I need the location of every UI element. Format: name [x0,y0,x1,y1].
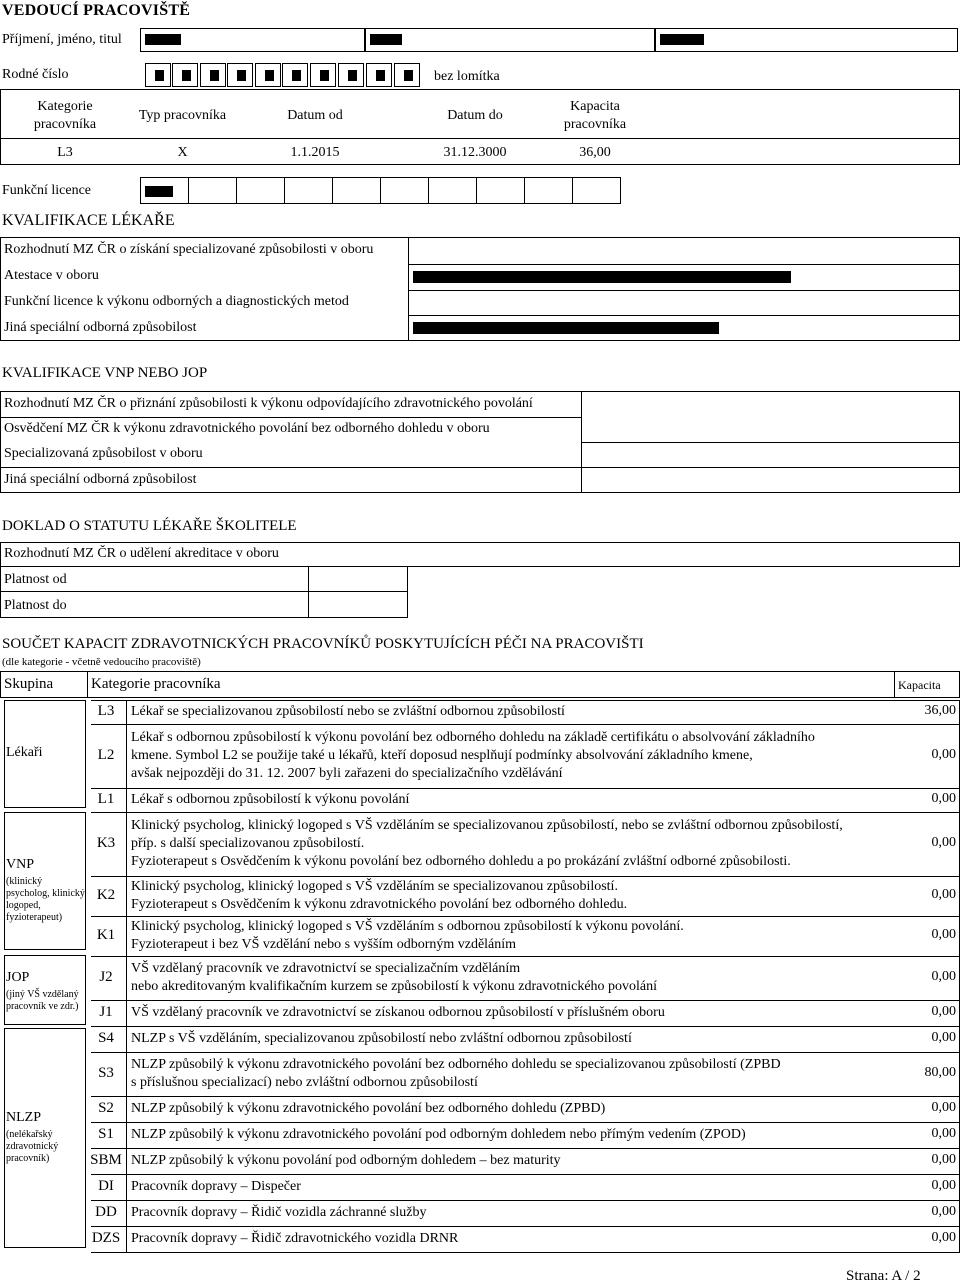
row-text-line: Lékař s odbornou způsobilostí k výkonu povolání [131,792,410,807]
group-nlzp-note: (nelékařský zdravotnický pracovník) [6,1129,59,1164]
row-text [131,703,891,721]
row-capacity: 0,00 [931,747,956,762]
th-type: Typ pracovníka [138,108,227,123]
license-digit-box[interactable] [428,177,477,204]
row-text [131,1030,891,1048]
row-text-line: Pracovník dopravy – Řidič vozidla záchranné služby [131,1205,427,1220]
name-label: Příjmení, jméno, titul [2,32,122,47]
birth-digit-box[interactable] [172,63,198,87]
group-nlzp-label: NLZP [6,1110,41,1125]
doctor-qual-row: Funkční licence k výkonu odborných a diagnostických metod [4,294,349,309]
license-digit-box[interactable] [236,177,285,204]
row-code: J2 [99,969,113,985]
row-code: DZS [91,1230,121,1246]
redaction [155,70,164,81]
row-text-line: Lékař s odbornou způsobilostí k výkonu povolání bez odborného dohledu na základě certifikátu o absolvování základního [131,730,815,745]
summary-subtitle: (dle kategorie - včetně vedoucího pracoviště) [2,656,201,668]
row-capacity: 0,00 [931,1178,956,1193]
license-digit-box[interactable] [332,177,381,204]
doctor-qual-row: Rozhodnutí MZ ČR o získání specializované způsobilosti v oboru [4,242,374,257]
redaction [182,70,191,81]
row-text [131,1126,891,1144]
birth-digit-box[interactable] [145,63,171,87]
row-code: J1 [99,1004,113,1020]
row-text [131,1230,891,1248]
license-digit-box[interactable] [380,177,429,204]
row-text-line: Klinický psycholog, klinický logoped s VŠ vzděláním se specializovanou způsobilostí, nebo se zvláštní odbornou způsobilostí, [131,818,843,833]
row-text [131,729,891,783]
redaction [265,70,274,81]
surname-field[interactable] [140,28,365,52]
birth-label: Rodné číslo [2,67,69,82]
birth-digit-box[interactable] [338,63,364,87]
th-date-to: Datum do [447,108,503,123]
row-text-line: Klinický psycholog, klinický logoped s VŠ vzděláním s odbornou způsobilostí k výkonu povolání. [131,919,684,934]
redaction [413,271,791,283]
license-digit-box[interactable] [188,177,237,204]
row-text-line: VŠ vzdělaný pracovník ve zdravotnictví se získanou odbornou způsobilostí v příslušném oboru [131,1005,665,1020]
license-digit-box[interactable] [140,177,189,204]
row-text-line: VŠ vzdělaný pracovník ve zdravotnictví se specializačním vzděláním [131,961,521,976]
td-date-from: 1.1.2015 [290,145,340,160]
td-type: X [177,145,188,160]
row-text-line: nebo akreditovaným kvalifikačním kurzem se způsobilostí k výkonu zdravotnického povolání [131,979,658,994]
row-code: L1 [97,791,115,807]
birth-digit-box[interactable] [227,63,253,87]
redaction [210,70,219,81]
row-capacity: 0,00 [931,1030,956,1045]
vnp-qual-row: Osvědčení MZ ČR k výkonu zdravotnického povolání bez odborného dohledu v oboru [4,421,490,436]
row-text [131,960,891,996]
row-code: S2 [98,1100,114,1116]
redaction [370,34,402,45]
row-code: L2 [97,747,115,763]
row-code: S1 [98,1126,114,1142]
row-text-line: s příslušnou specializací) nebo zvláštní odbornou způsobilostí [131,1075,478,1090]
section-title-doctor: KVALIFIKACE LÉKAŘE [2,212,175,229]
row-capacity: 0,00 [931,835,956,850]
row-capacity: 0,00 [931,1152,956,1167]
row-code: SBM [90,1152,122,1168]
row-text-line: Fyzioterapeut s Osvědčením k výkonu povolání bez odborného dohledu a po prokázání zvláštní odborné způsobilosti. [131,854,791,869]
row-capacity: 0,00 [931,1230,956,1245]
th-date-from: Datum od [287,108,343,123]
page-number: Strana: A / 2 [846,1268,921,1284]
trainer-valid-from-field[interactable] [308,566,408,592]
birth-digit-box[interactable] [310,63,336,87]
birth-digit-box[interactable] [420,63,428,87]
trainer-row-label: Rozhodnutí MZ ČR o udělení akreditace v oboru [4,546,279,561]
redaction [145,34,181,45]
row-text [131,1152,891,1170]
row-text-line: NLZP s VŠ vzděláním, specializovanou způsobilostí nebo zvláštní odbornou způsobilostí [131,1031,632,1046]
section-title-summary: SOUČET KAPACIT ZDRAVOTNICKÝCH PRACOVNÍKŮ POSKYTUJÍCÍCH PÉČI NA PRACOVIŠTI [2,636,644,652]
row-text [131,878,891,914]
row-capacity: 80,00 [924,1065,956,1080]
group-vnp-label: VNP [6,857,35,872]
doctor-qual-row: Atestace v oboru [4,268,99,283]
row-text-line: kmene. Symbol L2 se použije také u lékařů, kteří doposud nesplňují podmínky absolvování základního kmene, [131,748,753,763]
row-code: DI [98,1178,114,1194]
birth-digit-box[interactable] [200,63,226,87]
birth-digit-box[interactable] [255,63,281,87]
row-capacity: 0,00 [931,791,956,806]
trainer-row-label: Platnost do [4,598,67,613]
section-title-trainer: DOKLAD O STATUTU LÉKAŘE ŠKOLITELE [2,518,297,534]
group-jop-note: (jiný VŠ vzdělaný pracovník ve zdr.) [6,989,79,1012]
row-text-line: NLZP způsobilý k výkonu zdravotnického povolání pod odborným dohledem nebo přímým vedením (ZPOD) [131,1127,746,1142]
redaction [292,70,301,81]
th-category: Kategorie pracovníka [33,99,97,132]
row-text [131,1204,891,1222]
section-title-vedouci: VEDOUCÍ PRACOVIŠTĚ [2,2,191,19]
row-code: K2 [96,887,116,903]
row-text-line: NLZP způsobilý k výkonu zdravotnického povolání bez odborného dohledu se specializovanou způsobilostí (ZPBD [131,1057,781,1072]
doctor-qual-row: Jiná speciální odborná způsobilost [4,320,197,335]
row-text-line: Pracovník dopravy – Řidič zdravotnického vozidla DRNR [131,1231,459,1246]
redaction [348,70,357,81]
col-category: Kategorie pracovníka [91,676,221,692]
th-capacity: Kapacita pracovníka [563,99,627,132]
row-capacity: 0,00 [931,969,956,984]
row-capacity: 0,00 [931,1126,956,1141]
row-text [131,1056,891,1092]
row-text-line: Pracovník dopravy – Dispečer [131,1179,301,1194]
row-text-line: Fyzioterapeut s Osvědčením k výkonu zdravotnického povolání bez odborného dohledu. [131,897,628,912]
row-code: L3 [97,703,115,719]
birth-digit-box[interactable] [366,63,392,87]
row-text-line: NLZP způsobilý k výkonu povolání pod odborným dohledem – bez maturity [131,1153,561,1168]
row-capacity: 0,00 [931,1100,956,1115]
row-text-line: příp. s další specializovanou způsobilostí. [131,836,365,851]
row-capacity: 0,00 [931,1204,956,1219]
row-code: K3 [96,835,116,851]
row-capacity: 0,00 [931,1004,956,1019]
td-capacity: 36,00 [579,145,611,160]
col-capacity: Kapacita [898,678,941,692]
trainer-row-label: Platnost od [4,572,67,587]
td-date-to: 31.12.3000 [443,145,507,160]
row-text [131,817,891,871]
group-lekari-label: Lékaři [6,745,43,760]
redaction [660,34,704,45]
vnp-qual-row: Specializovaná způsobilost v oboru [4,446,203,461]
vnp-qual-row: Jiná speciální odborná způsobilost [4,472,197,487]
license-digit-box[interactable] [476,177,525,204]
row-text [131,1178,891,1196]
td-category: L3 [57,145,73,160]
birth-digit-box[interactable] [394,63,420,87]
license-digit-box[interactable] [572,177,621,204]
row-text [131,918,891,954]
row-text-line: avšak nejpozději do 31. 12. 2007 byli zařazeni do specializačního vzdělávání [131,766,563,781]
redaction [404,70,413,81]
license-label: Funkční licence [2,183,92,198]
col-group: Skupina [4,676,54,692]
redaction [145,186,173,197]
row-text-line: Lékař se specializovanou způsobilostí nebo se zvláštní odbornou způsobilostí [131,704,565,719]
birth-note: bez lomítka [434,69,500,84]
row-code: S4 [98,1030,114,1046]
row-text [131,1004,891,1022]
row-text [131,791,891,809]
firstname-field[interactable] [365,28,655,52]
section-title-vnp: KVALIFIKACE VNP NEBO JOP [2,365,208,381]
trainer-valid-to-field[interactable] [308,591,408,618]
row-capacity: 0,00 [931,887,956,902]
redaction [320,70,329,81]
redaction [413,322,719,334]
group-jop-label: JOP [6,970,30,985]
vnp-qual-row: Rozhodnutí MZ ČR o přiznání způsobilosti k výkonu odpovídajícího zdravotnického povolání [4,396,533,411]
row-text [131,1100,891,1118]
row-code: S3 [98,1065,114,1081]
row-capacity: 0,00 [931,927,956,942]
group-vnp-note: (klinický psycholog, klinický logoped, fyzioterapeut) [6,876,85,923]
row-text-line: NLZP způsobilý k výkonu zdravotnického povolání bez odborného dohledu (ZPBD) [131,1101,606,1116]
row-text-line: Klinický psycholog, klinický logoped s VŠ vzděláním se specializovanou způsobilostí. [131,879,618,894]
row-capacity: 36,00 [924,703,956,718]
row-text-line: Fyzioterapeut i bez VŠ vzdělání nebo s vyšším odborným vzděláním [131,937,517,952]
license-digit-box[interactable] [284,177,333,204]
row-code: K1 [96,927,116,943]
redaction [376,70,385,81]
birth-digit-box[interactable] [282,63,308,87]
redaction [237,70,246,81]
license-digit-box[interactable] [524,177,573,204]
row-code: DD [95,1204,117,1220]
title-field[interactable] [655,28,958,52]
